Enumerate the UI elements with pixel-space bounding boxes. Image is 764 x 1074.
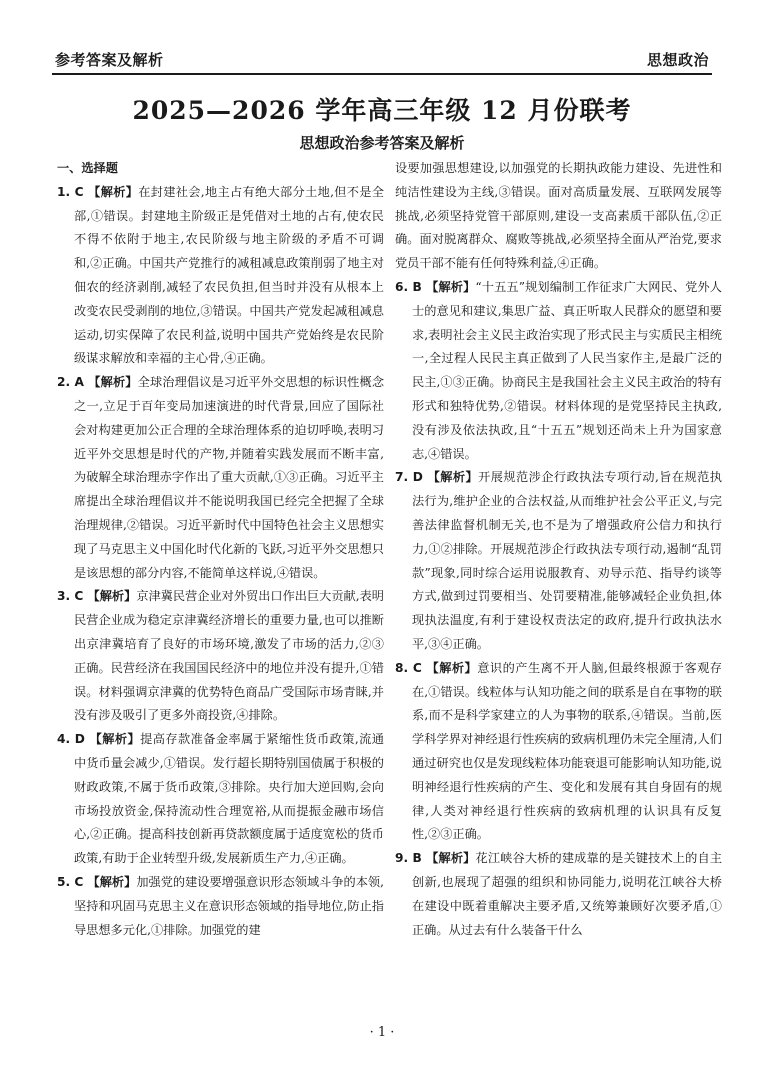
question-body: 加强党的建设要增强意识形态领域斗争的本领,坚持和巩固马克思主义在意识形态领域的指导地位,防止指导思想多元化,①排除。加强党的建 <box>74 874 384 937</box>
right-column <box>395 157 722 942</box>
header-divider <box>52 73 712 75</box>
header-right: 思想政治 <box>646 51 709 69</box>
question-1 <box>57 181 384 371</box>
document-subtitle: 思想政治参考答案及解析 <box>299 134 465 152</box>
question-head: 7. D 【解析】 <box>395 470 479 485</box>
question-head: 5. C 【解析】 <box>57 874 137 889</box>
question-head: 2. A 【解析】 <box>57 375 138 390</box>
document-title: 2025—2026 学年高三年级 12 月份联考 <box>132 96 632 125</box>
question-body: 设要加强思想建设,以加强党的长期执政能力建设、先进性和纯洁性建设为主线,③错误。面对高质量发展、互联网发展等挑战,必须坚持党管干部原则,建设一支高素质干部队伍,②正确。面对脱离群众、腐败等挑战,必须坚持全面从严治党,要求党员干部不能有任何特殊利益,④正确。 <box>395 161 722 271</box>
question-9 <box>395 847 722 942</box>
question-4 <box>57 728 384 871</box>
question-body: “十五五”规划编制工作征求广大网民、党外人士的意见和建议,集思广益、真正听取人民群众的愿望和要求,表明社会主义民主政治实现了形式民主与实质民主相统一,全过程人民民主真正做到了人民当家作主,是最广泛的民主,①③正确。协商民主是我国社会主义民主政治的特有形式和独特优势,②错误。材料体现的是党坚持民主执政,没有涉及依法执政,且“十五五”规划还尚未上升为国家意志,④错误。 <box>412 279 722 461</box>
question-head: 8. C 【解析】 <box>395 660 478 675</box>
section-heading: 一、选择题 <box>57 161 118 175</box>
header-left: 参考答案及解析 <box>55 51 164 69</box>
question-7 <box>395 466 722 656</box>
question-head: 4. D 【解析】 <box>57 732 141 747</box>
question-head: 3. C 【解析】 <box>57 589 137 604</box>
question-6 <box>395 276 722 466</box>
question-body: 京津冀民营企业对外贸出口作出巨大贡献,表明民营企业成为稳定京津冀经济增长的重要力量,也可以推断出京津冀培育了良好的市场环境,激发了市场的活力,②③正确。民营经济在我国国民经济中的地位并没有提升,①错误。材料强调京津冀的优势特色商品广受国际市场青睐,并没有涉及吸引了更多外商投资,④排除。 <box>74 589 384 723</box>
question-body: 开展规范涉企行政执法专项行动,旨在规范执法行为,维护企业的合法权益,从而维护社会公平正义,与完善法律监督机制无关,也不是为了增强政府公信力和执行力,①②排除。开展规范涉企行政执法专项行动,遏制“乱罚款”现象,同时综合运用说服教育、劝导示范、指导约谈等方式,做到过罚要相当、处罚要精准,能够减轻企业负担,体现执法温度,有利于建设权责法定的政府,提升行政执法水平,③④正确。 <box>412 470 722 651</box>
left-column <box>57 157 384 942</box>
question-head: 6. B 【解析】 <box>395 279 476 294</box>
question-body: 提高存款准备金率属于紧缩性货币政策,流通中货币量会减少,①错误。发行超长期特别国债属于积极的财政政策,不属于货币政策,③排除。央行加大逆回购,会向市场投放资金,保持流动性合理宽裕,从而提振金融市场信心,②正确。提高科技创新再贷款额度属于适度宽松的货币政策,有助于企业转型升级,发展新质生产力,④正确。 <box>74 732 384 866</box>
question-8 <box>395 657 722 847</box>
question-body: 花江峡谷大桥的建成靠的是关键技术上的自主创新,也展现了超强的组织和协同能力,说明花江峡谷大桥在建设中既着重解决主要矛盾,又统筹兼顾好次要矛盾,①正确。从过去有什么装备干什么 <box>412 851 723 937</box>
question-3 <box>57 585 384 728</box>
question-head: 9. B 【解析】 <box>395 851 476 866</box>
question-5 <box>57 871 384 942</box>
page-number: · 1 · <box>369 1025 395 1040</box>
question-5-continued <box>395 157 722 276</box>
question-head: 1. C 【解析】 <box>57 184 139 199</box>
question-body: 意识的产生离不开人脑,但最终根源于客观存在,①错误。线粒体与认知功能之间的联系是自在事物的联系,而不是科学家建立的人为事物的联系,④错误。当前,医学科学界对神经退行性疾病的致病机理仍未完全厘清,人们通过研究也仅是发现线粒体功能衰退可能影响认知功能,说明神经退行性疾病的产生、变化和发展有其自身固有的规律,人类对神经退行性疾病的致病机理的认识具有反复性,②③正确。 <box>412 660 722 842</box>
question-body: 在封建社会,地主占有绝大部分土地,但不是全部,①错误。封建地主阶级正是凭借对土地的占有,使农民不得不依附于地主,农民阶级与地主阶级的矛盾不可调和,②正确。中国共产党推行的减租减息政策削弱了地主对佃农的经济剥削,减轻了农民负担,但当时并没有从根本上改变农民受剥削的地位,③错误。中国共产党发起减租减息运动,切实保障了农民利益,说明中国共产党始终是农民阶级谋求解放和幸福的主心骨,④正确。 <box>74 184 384 366</box>
question-body: 全球治理倡议是习近平外交思想的标识性概念之一,立足于百年变局加速演进的时代背景,回应了国际社会对构建更加公正合理的全球治理体系的迫切呼唤,表明习近平外交思想是时代的产物,并随着实践发展而不断丰富,为破解全球治理赤字作出了重大贡献,①③正确。习近平主席提出全球治理倡议并不能说明我国已经完全把握了全球治理规律,②错误。习近平新时代中国特色社会主义思想实现了马克思主义中国化时代化新的飞跃,习近平外交思想只是该思想的部分内容,不能简单这样说,④错误。 <box>74 375 385 580</box>
question-2 <box>57 371 384 585</box>
